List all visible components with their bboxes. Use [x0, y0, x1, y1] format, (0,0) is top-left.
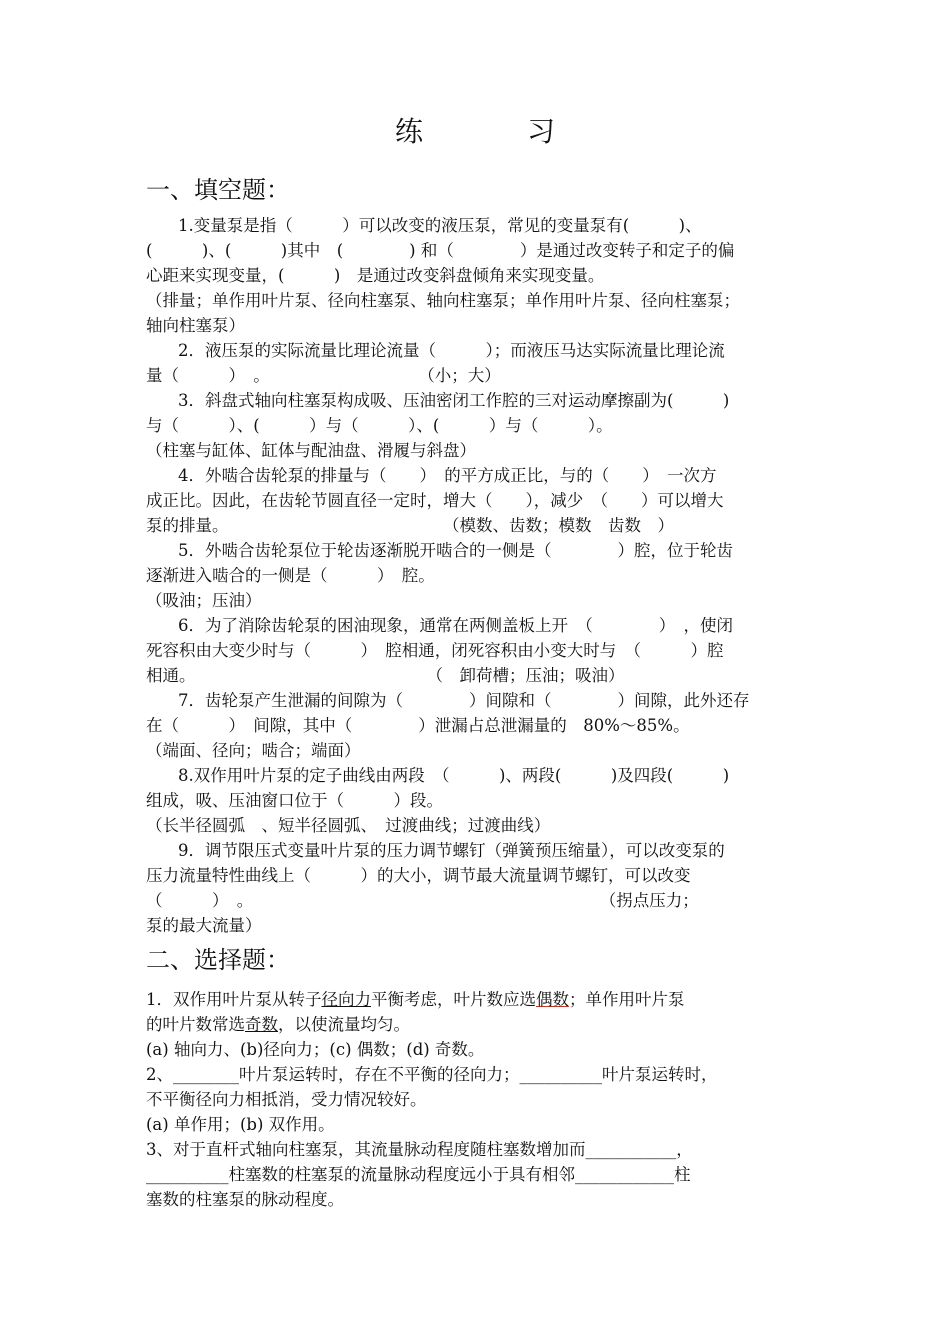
text-line: 5．外啮合齿轮泵位于轮齿逐渐脱开啮合的一侧是（ ）腔，位于轮齿 — [178, 541, 733, 560]
options-line: (a) 轴向力、(b)径向力；(c) 偶数；(d) 奇数。 — [146, 1040, 485, 1059]
text-line: 6．为了消除齿轮泵的困油现象，通常在两侧盖板上开 （ ） ，使闭 — [178, 616, 733, 635]
text-line: 8.双作用叶片泵的定子曲线由两段 （ )、两段( )及四段( ) — [178, 766, 730, 785]
text-line: 相通。 （ 卸荷槽；压油；吸油） — [146, 666, 625, 685]
text-line: 泵的排量。 （模数、齿数；模数 齿数 ） — [146, 516, 674, 535]
section-heading-fill-in: 一、填空题： — [146, 176, 290, 204]
text-line: 在（ ） 间隙，其中（ ）泄漏占总泄漏量的 80%～85%。 — [146, 716, 690, 735]
answer-line: （柱塞与缸体、缸体与配油盘、滑履与斜盘） — [146, 441, 476, 460]
q1-text: ，以使流量均匀。 — [278, 1015, 410, 1034]
question-line — [146, 1013, 410, 1037]
text-line: 量（ ） 。 （小；大） — [146, 366, 501, 385]
text-line: 与（ ）、( ）与（ ）、( ）与（ ）。 — [146, 416, 613, 435]
question-line — [146, 988, 685, 1012]
text-line: 3．斜盘式轴向柱塞泵构成吸、压油密闭工作腔的三对运动摩擦副为( ) — [178, 391, 730, 410]
question-line: 塞数的柱塞泵的脉动程度。 — [146, 1190, 344, 1209]
q1-text: 平衡考虑，叶片数应选 — [371, 990, 536, 1009]
options-line: (a) 单作用；(b) 双作用。 — [146, 1115, 335, 1134]
question-line: 不平衡径向力相抵消，受力情况较好。 — [146, 1090, 427, 1109]
answer-line: （长半径圆弧 、短半径圆弧、 过渡曲线；过渡曲线） — [146, 816, 551, 835]
text-line: 1.变量泵是指（ ）可以改变的液压泵，常见的变量泵有( )、 — [178, 216, 702, 235]
text-line: 死容积由大变少时与（ ） 腔相通，闭死容积由小变大时与 （ ）腔 — [146, 641, 724, 660]
q1-answer-even: 偶数 — [536, 990, 569, 1009]
page-title: 练 习 — [394, 115, 593, 148]
question-line: 2、________叶片泵运转时，存在不平衡的径向力；__________叶片泵运转时， — [146, 1065, 718, 1084]
answer-line: （端面、径向；啮合；端面） — [146, 741, 361, 760]
text-line: 2．液压泵的实际流量比理论流量（ ）；而液压马达实际流量比理论流 — [178, 341, 725, 360]
text-line: 9．调节限压式变量叶片泵的压力调节螺钉（弹簧预压缩量），可以改变泵的 — [178, 841, 725, 860]
text-line: （ ） 。 （拐点压力； — [146, 891, 699, 910]
q1-text: 1．双作用叶片泵从转子 — [146, 990, 322, 1009]
question-line: 3、对于直杆式轴向柱塞泵，其流量脉动程度随柱塞数增加而___________， — [146, 1140, 693, 1159]
text-line: 4．外啮合齿轮泵的排量与（ ） 的平方成正比，与的（ ） 一次方 — [178, 466, 717, 485]
text-line: ( )、( )其中 ( ) 和（ ）是通过改变转子和定子的偏 — [146, 241, 735, 260]
q1-text: 的叶片数常选 — [146, 1015, 245, 1034]
answer-line: 轴向柱塞泵） — [146, 316, 245, 335]
text-line: 逐渐进入啮合的一侧是（ ） 腔。 — [146, 566, 435, 585]
answer-line: 泵的最大流量） — [146, 916, 262, 935]
text-line: 7．齿轮泵产生泄漏的间隙为（ ）间隙和（ ）间隙，此外还存 — [178, 691, 750, 710]
q1-text: ；单作用叶片泵 — [569, 990, 685, 1009]
question-line: __________柱塞数的柱塞泵的流量脉动程度远小于具有相邻____________柱 — [146, 1165, 691, 1184]
q1-answer-radial-force: 径向力 — [321, 990, 371, 1009]
text-line: 组成，吸、压油窗口位于（ ）段。 — [146, 791, 443, 810]
text-line: 压力流量特性曲线上（ ）的大小，调节最大流量调节螺钉，可以改变 — [146, 866, 691, 885]
section-heading-choice: 二、选择题： — [146, 946, 290, 974]
answer-line: （吸油；压油） — [146, 591, 262, 610]
text-line: 成正比。因此，在齿轮节圆直径一定时，增大（ ），减少 （ ）可以增大 — [146, 491, 724, 510]
q1-answer-odd: 奇数 — [245, 1015, 278, 1034]
text-line: 心距来实现变量，( ) 是通过改变斜盘倾角来实现变量。 — [146, 266, 605, 285]
answer-line: （排量；单作用叶片泵、径向柱塞泵、轴向柱塞泵；单作用叶片泵、径向柱塞泵； — [146, 291, 740, 310]
